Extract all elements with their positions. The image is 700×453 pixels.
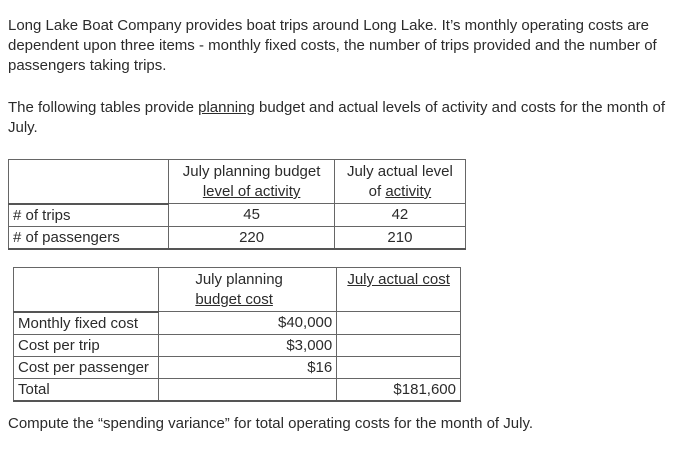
actual-value: 42 (334, 204, 465, 227)
tables-intro-underlined: planning (198, 99, 255, 116)
planning-value: $40,000 (159, 312, 337, 335)
activity-header-row (9, 160, 466, 204)
planning-value: $3,000 (159, 334, 337, 356)
table-row (14, 356, 461, 378)
cost-actual-header-label: July actual cost (347, 271, 450, 288)
cost-table (13, 267, 461, 402)
row-label: Cost per passenger (14, 356, 159, 378)
activity-stub-header (9, 160, 169, 204)
row-label: # of trips (9, 204, 169, 227)
actual-value: 210 (334, 226, 465, 249)
activity-actual-header-underlined: activity (385, 183, 432, 200)
activity-table (8, 159, 466, 250)
cost-stub-header (14, 268, 159, 312)
table-row (14, 334, 461, 356)
activity-actual-header-line2 (339, 182, 461, 202)
table-row (9, 204, 466, 227)
row-label: # of passengers (9, 226, 169, 249)
cost-planning-header (159, 268, 337, 312)
actual-value (337, 312, 461, 335)
planning-value: 220 (169, 226, 334, 249)
tables-intro-paragraph (8, 98, 692, 138)
table-row (14, 378, 461, 401)
tables-intro-after: budget and actual levels of activity and costs for the month of July. (8, 99, 666, 136)
planning-value: 45 (169, 204, 334, 227)
activity-planning-header (169, 160, 334, 204)
question-text: Compute the “spending variance” for total operating costs for the month of July. (8, 415, 533, 432)
actual-value (337, 334, 461, 356)
row-label: Cost per trip (14, 334, 159, 356)
cost-header-row (14, 268, 461, 312)
row-label: Monthly fixed cost (14, 312, 159, 335)
row-label: Total (14, 378, 159, 401)
cost-planning-header-line1: July planning (195, 271, 283, 288)
tables-intro-before: The following tables provide (8, 99, 199, 116)
activity-actual-header (334, 160, 465, 204)
planning-value (159, 378, 337, 401)
cost-planning-header-line2: budget cost (195, 291, 273, 308)
activity-actual-header-prefix: of (368, 183, 386, 200)
table-row (9, 226, 466, 249)
planning-value: $16 (159, 356, 337, 378)
activity-planning-header-line1: July planning budget (182, 163, 321, 180)
intro-paragraph: Long Lake Boat Company provides boat trips around Long Lake. It’s monthly operating costs are dependent upon three items - monthly fixed costs, the number of trips provided and the number of passengers taking trips. (8, 17, 657, 74)
table-row (14, 312, 461, 335)
cost-actual-header (337, 268, 461, 312)
activity-planning-header-line2: level of activity (202, 183, 301, 200)
actual-value: $181,600 (337, 378, 461, 401)
actual-value (337, 356, 461, 378)
activity-actual-header-line1: July actual level (346, 163, 453, 180)
